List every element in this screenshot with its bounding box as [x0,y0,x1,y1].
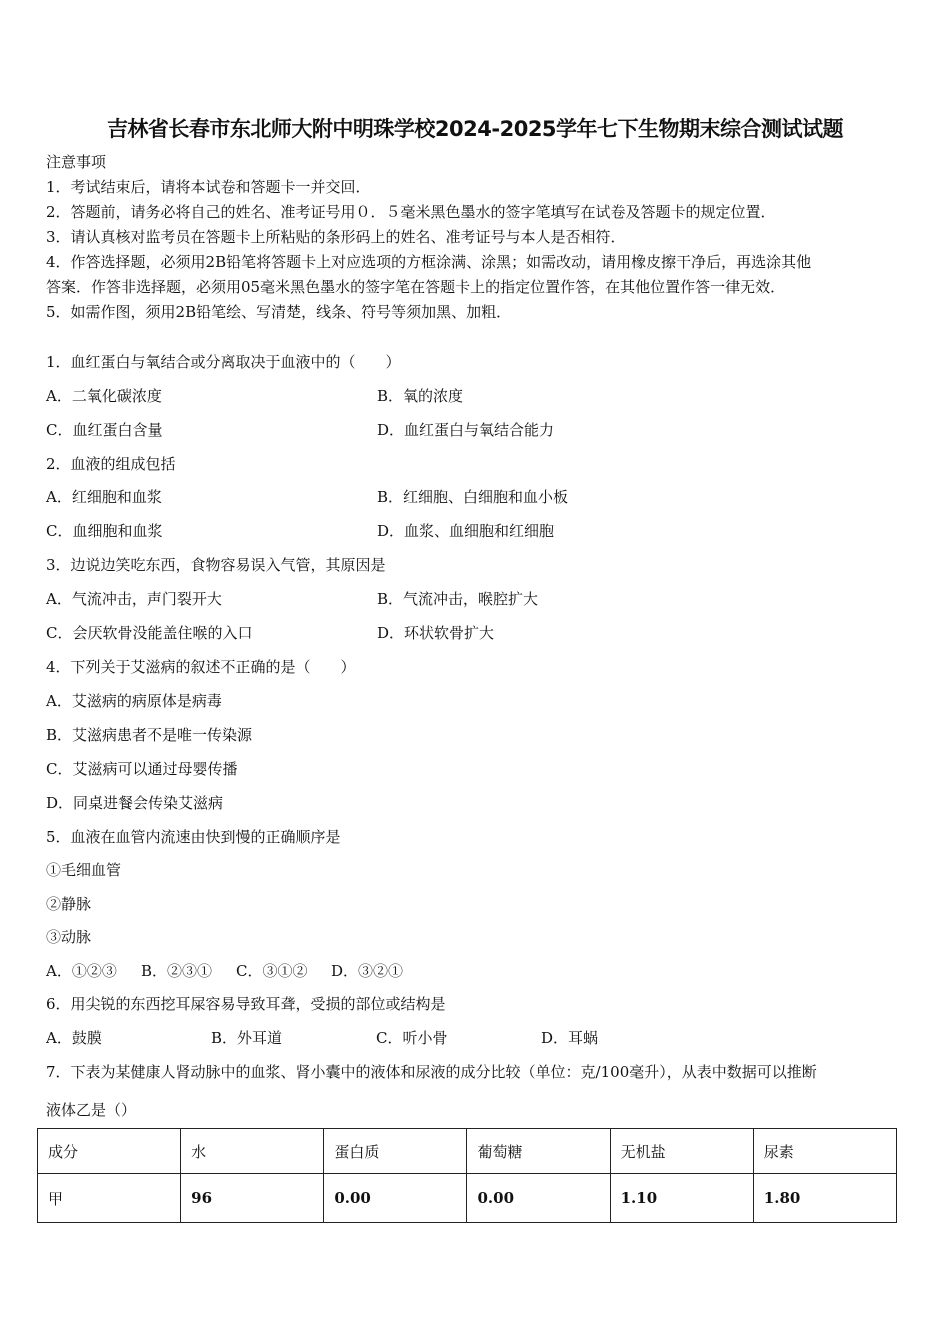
option-d: D．耳蜗 [541,1029,599,1047]
option-a: A．艾滋病的病原体是病毒 [46,692,222,710]
notice-item: 答案．作答非选择题，必须用05毫米黑色墨水的签字笔在答题卡上的指定位置作答，在其他位置作答一律无效． [46,278,786,296]
notice-item: 3．请认真核对监考员在答题卡上所粘贴的条形码上的姓名、准考证号与本人是否相符． [46,228,626,246]
question-stem: 5．血液在血管内流速由快到慢的正确顺序是 [46,828,341,846]
question-stem: 6．用尖锐的东西挖耳屎容易导致耳聋，受损的部位或结构是 [46,995,446,1013]
question-stem: 3．边说边笑吃东西，食物容易误入气管，其原因是 [46,556,386,574]
table-cell: 0.00 [324,1174,467,1223]
option-c: C．艾滋病可以通过母婴传播 [46,760,238,778]
table-cell: 甲 [38,1174,181,1223]
option-b: B．红细胞、白细胞和血小板 [377,488,569,506]
table-cell: 0.00 [467,1174,610,1223]
question-stem: 2．血液的组成包括 [46,455,176,473]
table-header-cell: 成分 [38,1129,181,1174]
option-d: D．环状软骨扩大 [377,624,495,642]
question-stem-continued: 液体乙是（） [46,1101,137,1119]
option-a: A．红细胞和血浆 [46,488,162,506]
option-c: C．血红蛋白含量 [46,421,163,439]
question-stem: 4．下列关于艾滋病的叙述不正确的是（ ） [46,658,356,676]
option-a: A．二氧化碳浓度 [46,387,162,405]
option-c: C．③①② [236,962,308,980]
option-a: A．①②③ [46,962,117,980]
option-d: D．血浆、血细胞和红细胞 [377,522,555,540]
option-a: A．气流冲击，声门裂开大 [46,590,222,608]
notice-heading: 注意事项 [46,153,107,171]
table-row [38,1174,897,1223]
option-c: C．听小骨 [376,1029,448,1047]
question-stem: 7．下表为某健康人肾动脉中的血浆、肾小囊中的液体和尿液的成分比较（单位：克/100毫升），从表中数据可以推断 [46,1063,817,1081]
option-b: B．艾滋病患者不是唯一传染源 [46,726,253,744]
list-item: ③动脉 [46,928,92,946]
option-d: D．③②① [331,962,404,980]
table-cell: 96 [181,1174,324,1223]
notice-item: 1．考试结束后，请将本试卷和答题卡一并交回． [46,178,371,196]
option-b: B．外耳道 [211,1029,283,1047]
table-header-cell: 水 [181,1129,324,1174]
option-d: D．血红蛋白与氧结合能力 [377,421,555,439]
composition-table [37,1128,897,1223]
notice-item: 2．答题前，请务必将自己的姓名、准考证号用０．５毫米黑色墨水的签字笔填写在试卷及答题卡的规定位置． [46,203,776,221]
option-b: B．氧的浓度 [377,387,464,405]
table-header-cell: 蛋白质 [324,1129,467,1174]
table-header-cell: 葡萄糖 [467,1129,610,1174]
options-row [46,960,403,981]
table-header-cell: 无机盐 [610,1129,753,1174]
option-c: C．会厌软骨没能盖住喉的入口 [46,624,253,642]
option-d: D．同桌进餐会传染艾滋病 [46,794,224,812]
question-stem: 1．血红蛋白与氧结合或分离取决于血液中的（ ） [46,353,401,371]
list-item: ①毛细血管 [46,861,122,879]
options-row [46,1027,598,1048]
notice-item: 4．作答选择题，必须用2B铅笔将答题卡上对应选项的方框涂满、涂黑；如需改动，请用橡皮擦干净后，再选涂其他 [46,253,812,271]
notice-item: 5．如需作图，须用2B铅笔绘、写清楚，线条、符号等须加黑、加粗． [46,303,512,321]
table-header-cell: 尿素 [753,1129,896,1174]
table-cell: 1.10 [610,1174,753,1223]
page-title: 吉林省长春市东北师大附中明珠学校2024-2025学年七下生物期末综合测试试题 [106,117,844,141]
list-item: ②静脉 [46,895,92,913]
table-cell: 1.80 [753,1174,896,1223]
option-a: A．鼓膜 [46,1029,102,1047]
option-b: B．气流冲击，喉腔扩大 [377,590,539,608]
table-header-row [38,1129,897,1174]
option-b: B．②③① [141,962,213,980]
option-c: C．血细胞和血浆 [46,522,163,540]
